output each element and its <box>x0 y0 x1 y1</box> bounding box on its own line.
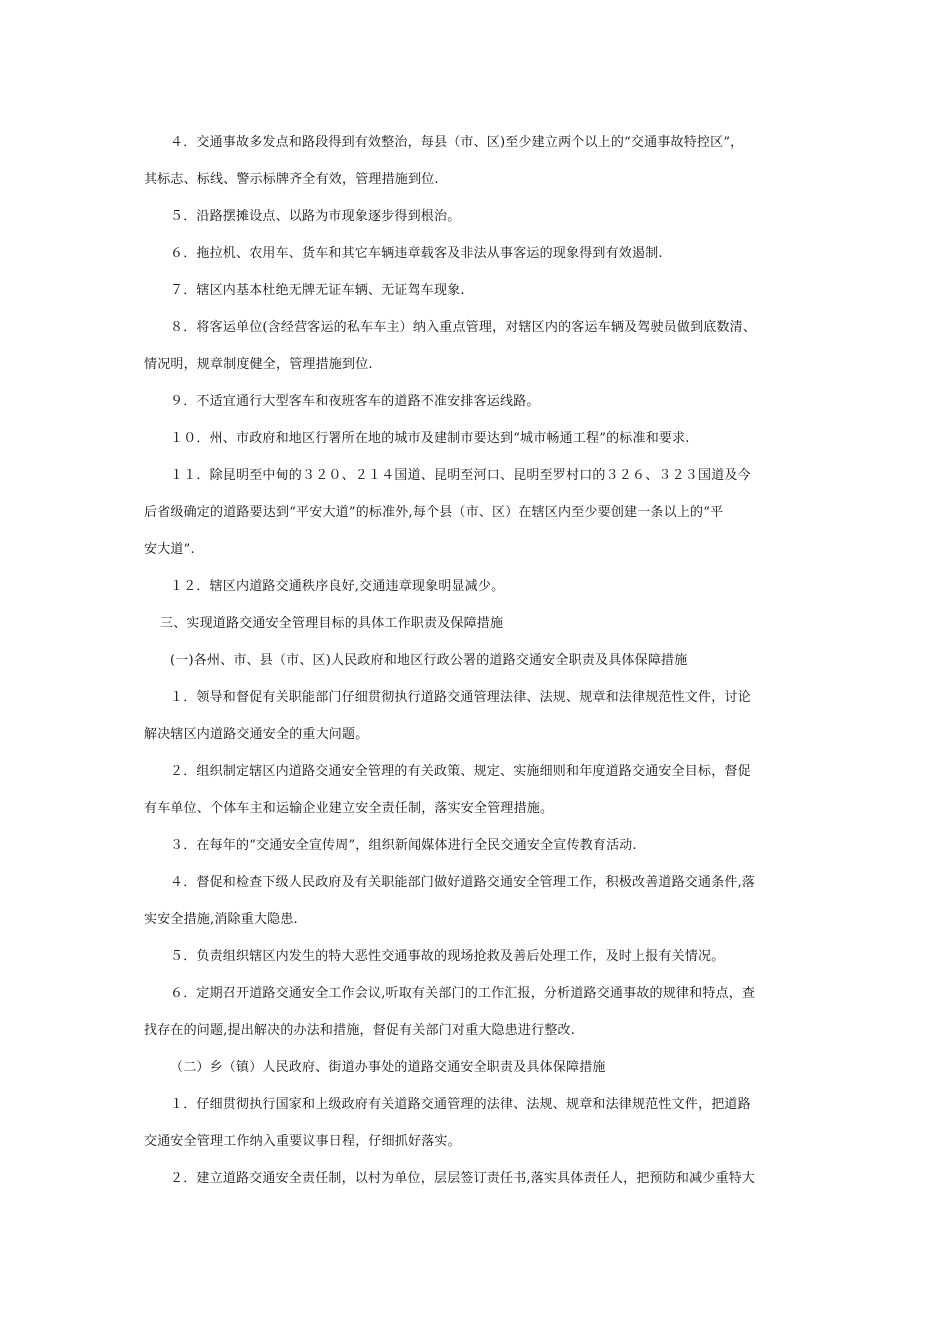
subsection-heading: （二）乡（镇）人民政府、街道办事处的道路交通安全职责及具体保障措施 <box>170 1060 606 1075</box>
paragraph-line: 实安全措施,消除重大隐患. <box>144 912 298 927</box>
paragraph-line: １２．辖区内道路交通秩序良好,交通违章现象明显减少。 <box>170 579 505 594</box>
paragraph-line: 有车单位、个体车主和运输企业建立安全责任制，落实安全管理措施。 <box>144 801 554 816</box>
paragraph-line: ６．定期召开道路交通安全工作会议,听取有关部门的工作汇报，分析道路交通事故的规律和特点，查 <box>170 986 756 1001</box>
paragraph-line: ９．不适宜通行大型客车和夜班客车的道路不准安排客运线路。 <box>170 394 540 409</box>
paragraph-line: 交通安全管理工作纳入重要议事日程，仔细抓好落实。 <box>144 1134 461 1149</box>
paragraph-line: 安大道”. <box>144 542 195 557</box>
paragraph-line: １０．州、市政府和地区行署所在地的城市及建制市要达到“城市畅通工程”的标准和要求. <box>170 431 690 446</box>
document-body <box>144 124 804 1197</box>
paragraph-line: ８．将客运单位(含经营客运的私车车主）纳入重点管理，对辖区内的客运车辆及驾驶员做到底数清、 <box>170 320 757 335</box>
paragraph-line: 情况明，规章制度健全，管理措施到位. <box>144 357 373 372</box>
section-heading: 三、实现道路交通安全管理目标的具体工作职责及保障措施 <box>160 616 504 631</box>
paragraph-line: ５．沿路摆摊设点、以路为市现象逐步得到根治。 <box>170 209 461 224</box>
paragraph-line: 解决辖区内道路交通安全的重大问题。 <box>144 727 369 742</box>
paragraph-line: １１．除昆明至中甸的３２０、２１４国道、昆明至河口、昆明至罗村口的３２６、３２３国道及今 <box>170 468 751 483</box>
paragraph-line: １．仔细贯彻执行国家和上级政府有关道路交通管理的法律、法规、规章和法律规范性文件，把道路 <box>170 1097 751 1112</box>
paragraph-line: ６．拖拉机、农用车、货车和其它车辆违章载客及非法从事客运的现象得到有效遏制. <box>170 246 663 261</box>
paragraph-line: 其标志、标线、警示标牌齐全有效，管理措施到位. <box>144 172 439 187</box>
paragraph-line: ４．交通事故多发点和路段得到有效整治，每县（市、区)至少建立两个以上的“交通事故特控区”， <box>170 135 744 150</box>
paragraph-line: 后省级确定的道路要达到“平安大道”的标准外,每个县（市、区）在辖区内至少要创建一条以上的“平 <box>144 505 724 520</box>
subsection-heading: (一)各州、市、县（市、区)人民政府和地区行政公署的道路交通安全职责及具体保障措施 <box>170 653 688 668</box>
paragraph-line: 找存在的问题,提出解决的办法和措施，督促有关部门对重大隐患进行整改. <box>144 1023 576 1038</box>
paragraph-line: ４．督促和检查下级人民政府及有关职能部门做好道路交通安全管理工作，积极改善道路交通条件,落 <box>170 875 756 890</box>
paragraph-line: ７．辖区内基本杜绝无牌无证车辆、无证驾车现象. <box>170 283 465 298</box>
paragraph-line: ３．在每年的“交通安全宣传周”，组织新闻媒体进行全民交通安全宣传教育活动. <box>170 838 637 853</box>
paragraph-line: ５．负责组织辖区内发生的特大恶性交通事故的现场抢救及善后处理工作，及时上报有关情况。 <box>170 949 725 964</box>
paragraph-line: １．领导和督促有关职能部门仔细贯彻执行道路交通管理法律、法规、规章和法律规范性文件，讨论 <box>170 690 751 705</box>
paragraph-line: ２．建立道路交通安全责任制，以村为单位，层层签订责任书,落实具体责任人，把预防和减少重特大 <box>170 1171 756 1186</box>
paragraph-line: ２．组织制定辖区内道路交通安全管理的有关政策、规定、实施细则和年度道路交通安全目标，督促 <box>170 764 751 779</box>
